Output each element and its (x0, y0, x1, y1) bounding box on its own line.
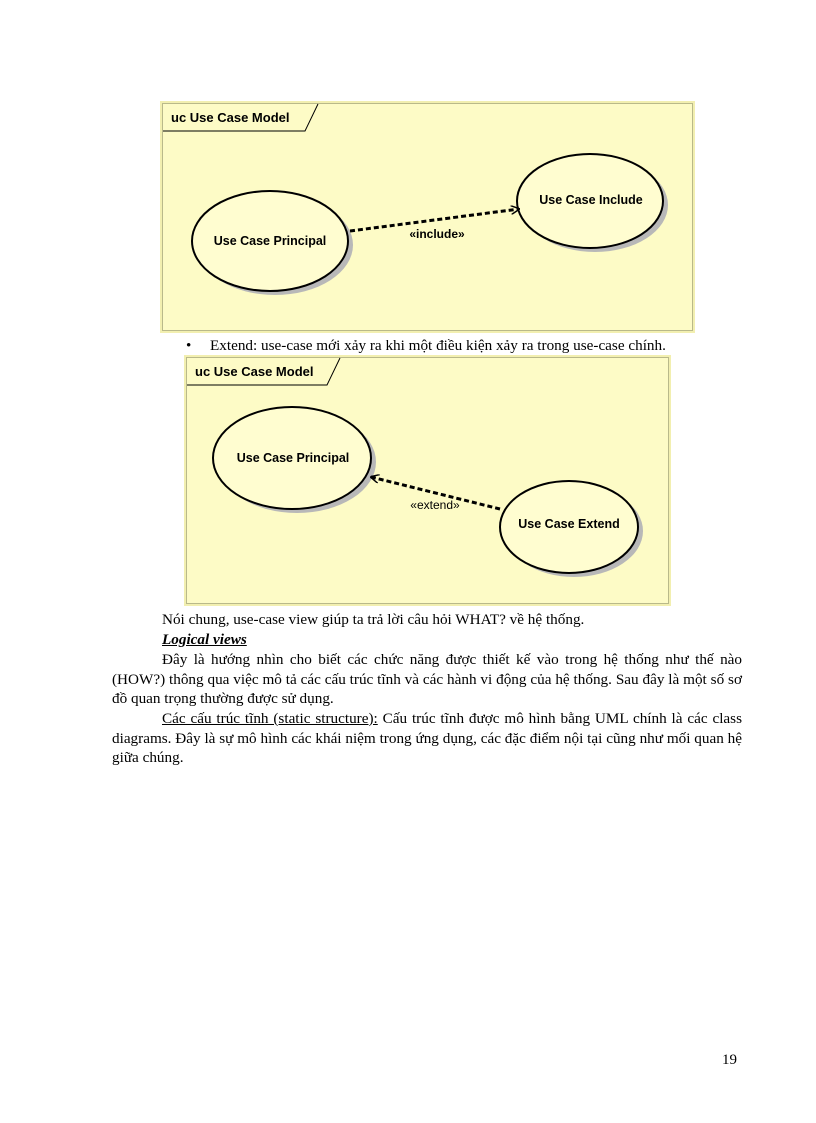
static-structure-label: Các cấu trúc tĩnh (static structure): (162, 710, 378, 727)
usecase-extend-label: Use Case Extend (518, 517, 620, 531)
frame-title: uc Use Case Model (195, 364, 314, 379)
frame-title: uc Use Case Model (171, 110, 290, 125)
logical-views-heading-text: Logical views (162, 631, 247, 648)
usecase-principal-label: Use Case Principal (236, 451, 350, 465)
include-diagram-canvas (163, 104, 692, 330)
static-structure-text: Cấu trúc tĩnh được mô hình bằng UML chính là các class diagrams. Đây là sự mô hình các khái niệm trong ứng dụng, các đặc điểm nội tại cũng như mối quan hệ giữa chúng. (112, 710, 742, 767)
extend-relation-label: «extend» (410, 498, 460, 512)
usecase-include-label: Use Case Include (539, 193, 643, 207)
logical-views-heading (162, 630, 247, 650)
page-number: 19 (722, 1052, 737, 1068)
logical-views-paragraph: Đây là hướng nhìn cho biết các chức năng được thiết kế vào trong hệ thống như thế nào (HOW?) thông qua việc mô tả các cấu trúc tĩnh và các hành vi động của hệ thống. Sau đây là một số sơ đồ quan trọng thường được sử dụng. (112, 651, 742, 708)
extend-diagram-canvas (187, 358, 668, 603)
include-relation-label: «include» (409, 227, 465, 241)
summary-paragraph: Nói chung, use-case view giúp ta trả lời câu hỏi WHAT? về hệ thống. (162, 611, 585, 628)
extend-diagram (186, 357, 669, 604)
extend-bullet-text: Extend: use-case mới xảy ra khi một điều kiện xảy ra trong use-case chính. (210, 337, 666, 354)
static-structure-paragraph (112, 709, 742, 768)
usecase-principal-label: Use Case Principal (213, 234, 327, 248)
extend-bullet (186, 336, 746, 356)
bullet-icon: • (186, 337, 192, 354)
include-diagram (162, 103, 693, 331)
